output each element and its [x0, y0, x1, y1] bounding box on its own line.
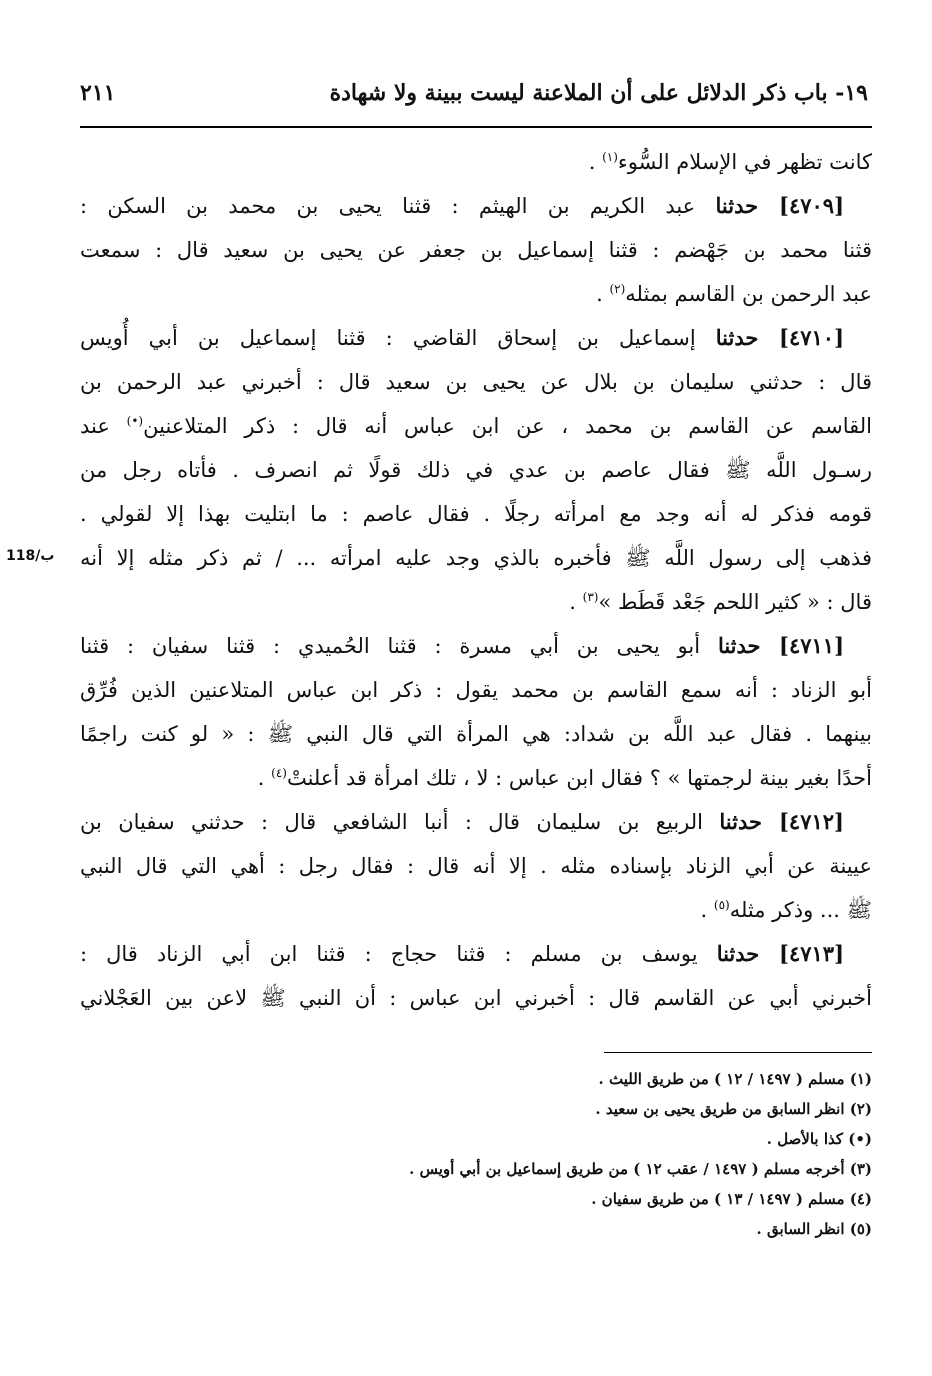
line-text: الربيع بن سليمان قال : أنبا الشافعي قال : حدثني سفيان بن: [80, 810, 720, 834]
text-line: [80, 492, 872, 536]
line-tail: .: [588, 150, 603, 174]
text-line: [80, 448, 872, 492]
line-tail: .: [700, 898, 714, 922]
page-header: [80, 80, 868, 120]
line-tail: عند: [80, 414, 127, 438]
hadith-start-line: [80, 932, 872, 976]
hadith-start-line: [80, 800, 872, 844]
line-text: عيينة عن أبي الزناد بإسناده مثله . إلا أنه قال : فقال رجل : أهي التي قال النبي: [80, 854, 872, 878]
footnote-rule: [604, 1052, 872, 1053]
text-line: [80, 668, 872, 712]
text-line: [80, 536, 872, 580]
hadith-number: [٤٧١٣]: [779, 941, 844, 966]
line-text: قال : حدثني سليمان بن بلال عن يحيى بن سعيد قال : أخبرني عبد الرحمن بن: [80, 370, 872, 394]
haddathana-lead: حدثنا: [716, 941, 779, 966]
hadith-start-line: [80, 316, 872, 360]
haddathana-lead: حدثنا: [719, 809, 779, 834]
text-line: [80, 580, 872, 624]
footnote-item: (٥) انظر السابق .: [756, 1220, 872, 1238]
footnote-item: (٤) مسلم ( ١٤٩٧ / ١٣ ) من طريق سفيان .: [591, 1190, 872, 1208]
text-line: [80, 976, 872, 1020]
text-line: [80, 888, 872, 932]
line-text: ﷺ ... وذكر مثله: [729, 898, 872, 922]
footnote-marker: (٥): [713, 898, 730, 912]
haddathana-lead: حدثنا: [715, 325, 779, 350]
header-rule: [80, 126, 872, 128]
footnote-item: (•) كذا بالأصل .: [766, 1130, 872, 1148]
text-line: [80, 360, 872, 404]
margin-folio-note: 118/ب: [6, 548, 55, 564]
text-line: [80, 272, 872, 316]
page-number: ٢١١: [80, 80, 116, 106]
text-line: [80, 756, 872, 800]
hadith-number: [٤٧٠٩]: [779, 193, 844, 218]
line-tail: .: [596, 282, 610, 306]
haddathana-lead: حدثنا: [715, 193, 779, 218]
line-text: إسماعيل بن إسحاق القاضي : قثنا إسماعيل بن أبي أُويس: [80, 326, 716, 350]
hadith-number: [٤٧١١]: [779, 633, 844, 658]
text-line: [80, 712, 872, 756]
footnote-item: (٢) انظر السابق من طريق يحيى بن سعيد .: [595, 1100, 872, 1118]
footnote-marker: (٣): [582, 590, 599, 604]
main-text: [80, 140, 872, 1020]
footnote-item: (١) مسلم ( ١٤٩٧ / ١٢ ) من طريق الليث .: [598, 1070, 872, 1088]
line-text: أبو الزناد : أنه سمع القاسم بن محمد يقول : ذكر ابن عباس المتلاعنين الذين فُرِّق: [80, 678, 872, 702]
footnote-item: (٣) أخرجه مسلم ( ١٤٩٧ / عقب ١٢ ) من طريق إسماعيل بن أبي أويس .: [409, 1160, 872, 1178]
footnote-marker: (١): [602, 150, 618, 164]
line-text: القاسم عن القاسم بن محمد ، عن ابن عباس أنه قال : ذكر المتلاعنين: [143, 414, 872, 438]
text-line: [80, 404, 872, 448]
line-text: قال : « كثير اللحم جَعْد قَطَط »: [598, 590, 872, 614]
footnote-marker: (٤): [271, 766, 287, 780]
text-line: [80, 228, 872, 272]
line-tail: .: [569, 590, 583, 614]
text-line: [80, 844, 872, 888]
hadith-number: [٤٧١٢]: [778, 809, 844, 834]
line-text: بينهما . فقال عبد اللَّه بن شداد: هي المرأة التي قال النبي ﷺ : « لو كنت راجمًا: [80, 722, 872, 746]
line-text: أحدًا بغير بينة لرجمتها » ؟ فقال ابن عباس : لا ، تلك امرأة قد أعلنتْ: [286, 766, 872, 790]
line-text: فذهب إلى رسول اللَّه ﷺ فأخبره بالذي وجد عليه امرأته ... / ثم ذكر مثله إلا أنه: [80, 546, 872, 570]
line-text: قومه فذكر له أنه وجد مع امرأته رجلًا . فقال عاصم : ما ابتليت بهذا إلا لقولي .: [80, 502, 872, 526]
footnote-marker: (•): [126, 414, 144, 428]
line-text: يوسف بن مسلم : قثنا حجاج : قثنا ابن أبي الزناد قال :: [80, 942, 717, 966]
line-text: كانت تظهر في الإسلام السُّوء: [617, 150, 872, 174]
line-text: أبو يحيى بن أبي مسرة : قثنا الحُميدي : قثنا سفيان : قثنا: [80, 634, 718, 658]
line-text: قثنا محمد بن جَهْضم : قثنا إسماعيل بن جعفر عن يحيى بن سعيد قال : سمعت: [80, 238, 872, 262]
line-text: عبد الكريم بن الهيثم : قثنا يحيى بن محمد بن السكن :: [80, 194, 716, 218]
line-text: عبد الرحمن بن القاسم بمثله: [625, 282, 872, 306]
footnotes: [80, 1064, 872, 1244]
haddathana-lead: حدثنا: [717, 633, 779, 658]
line-text: أخبرني أبي عن القاسم قال : أخبرني ابن عباس : أن النبي ﷺ لاعن بين العَجْلاني: [80, 986, 872, 1010]
hadith-start-line: [80, 184, 872, 228]
chapter-title: ١٩- باب ذكر الدلائل على أن الملاعنة ليست ببينة ولا شهادة: [329, 80, 868, 106]
line-tail: .: [257, 766, 272, 790]
hadith-start-line: [80, 624, 872, 668]
text-line: [80, 140, 872, 184]
line-text: رسـول اللَّه ﷺ فقال عاصم بن عدي في ذلك قولًا ثم انصرف . فأتاه رجل من: [80, 458, 872, 482]
hadith-number: [٤٧١٠]: [779, 325, 844, 350]
footnote-marker: (٢): [609, 282, 626, 296]
